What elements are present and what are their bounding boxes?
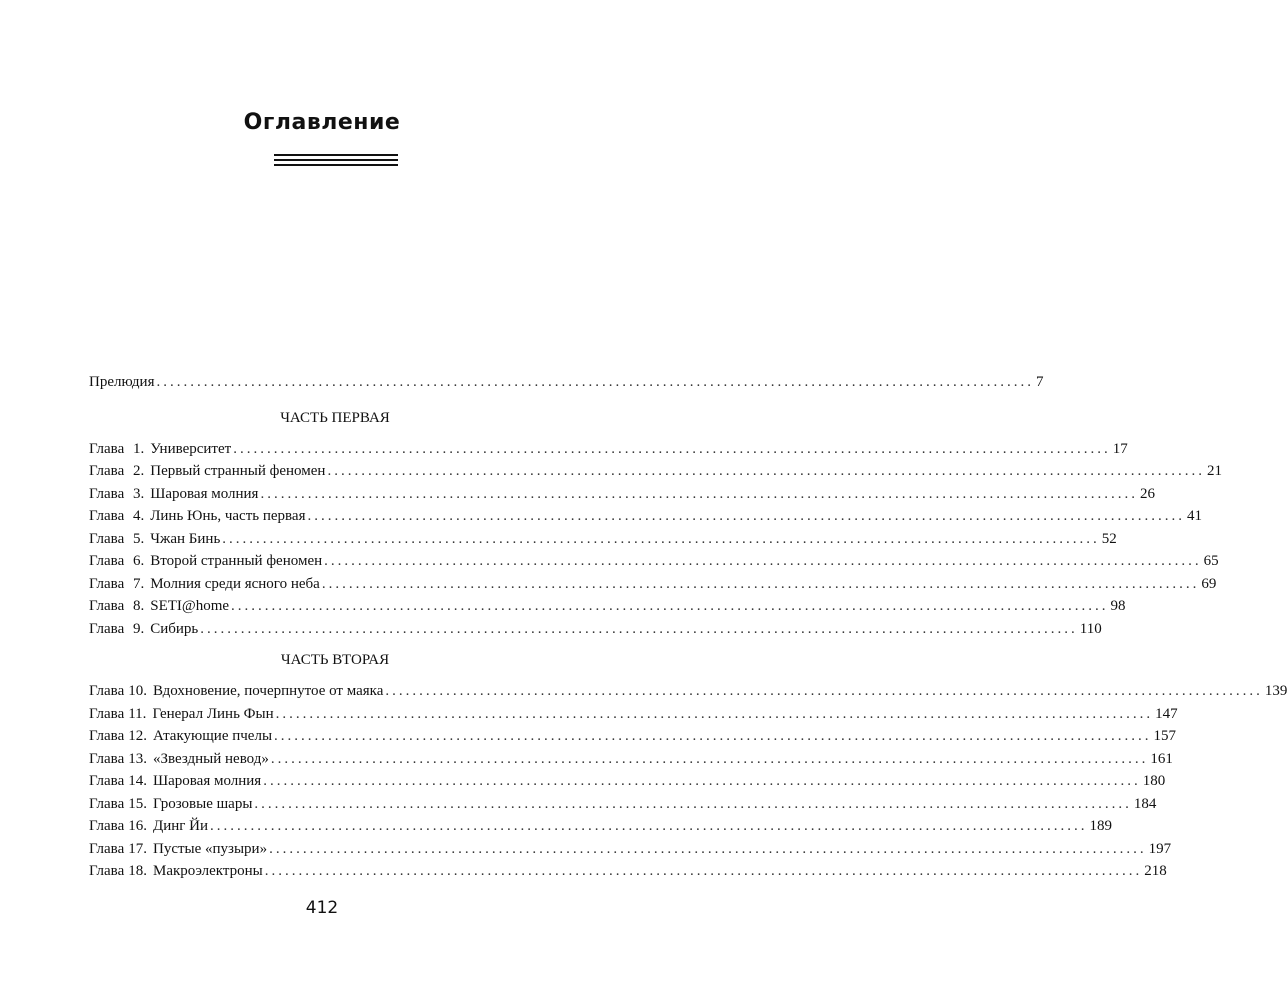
- chapter-word: Глава: [89, 553, 125, 569]
- chapter-title: Грозовые шары: [152, 795, 253, 812]
- dot-leader: ..................................................................................................................................: [324, 553, 1202, 569]
- chapter-number: 14.: [128, 773, 147, 789]
- dot-leader: ..................................................................................................................................: [274, 728, 1152, 744]
- chapter-title: Второй странный феномен: [150, 553, 323, 569]
- chapter-title: Макроэлектроны: [152, 863, 263, 879]
- dot-leader: ..................................................................................................................................: [263, 773, 1141, 789]
- page-title: Оглавление: [243, 110, 401, 135]
- dot-leader: ..................................................................................................................................: [210, 818, 1088, 834]
- chapter-word: Глава: [89, 598, 125, 614]
- chapter-word: Глава: [89, 440, 125, 457]
- toc-entry[interactable]: [89, 680, 1287, 703]
- chapter-word: Глава: [89, 818, 125, 834]
- chapter-word: Глава: [89, 620, 125, 637]
- chapter-number: 17.: [128, 840, 147, 857]
- chapter-title: Шаровая молния: [152, 773, 262, 789]
- chapter-number: 3.: [132, 485, 145, 502]
- chapter-page: 161: [1150, 750, 1173, 767]
- dot-leader: ..................................................................................................................................: [260, 485, 1138, 502]
- chapter-word: Глава: [89, 683, 125, 699]
- chapter-title: Сибирь: [150, 620, 199, 637]
- dot-leader: ..................................................................................................................................: [270, 750, 1149, 767]
- chapter-number: 9.: [132, 620, 145, 637]
- part-heading: ЧАСТЬ ВТОРАЯ: [280, 652, 390, 668]
- chapter-word: Глава: [89, 795, 125, 812]
- dot-leader: ..................................................................................................................................: [275, 705, 1154, 722]
- chapter-number: 5.: [132, 530, 145, 547]
- chapter-number: 12.: [128, 728, 147, 744]
- table-of-contents: [89, 371, 1287, 883]
- dot-leader: ..................................................................................................................................: [321, 575, 1200, 592]
- chapter-number: 1.: [132, 440, 145, 457]
- chapter-word: Глава: [89, 840, 125, 857]
- chapter-page: 147: [1155, 705, 1178, 722]
- toc-entry[interactable]: [89, 703, 1178, 726]
- chapter-word: Глава: [89, 773, 125, 789]
- toc-entry[interactable]: [89, 505, 1202, 528]
- chapter-title: Атакующие пчелы: [152, 728, 273, 744]
- chapter-page: 98: [1110, 598, 1126, 614]
- chapter-title: Вдохновение, почерпнутое от маяка: [152, 683, 384, 699]
- chapter-number: 6.: [132, 553, 145, 569]
- chapter-number: 4.: [132, 508, 145, 524]
- chapter-number: 7.: [132, 575, 145, 592]
- chapter-page: 17: [1112, 440, 1128, 457]
- toc-entry[interactable]: [89, 595, 1126, 618]
- chapter-page: 189: [1089, 818, 1113, 834]
- toc-entry[interactable]: [89, 483, 1155, 506]
- page-number: 412: [305, 898, 339, 918]
- chapter-page: 69: [1201, 575, 1217, 592]
- toc-entry[interactable]: [89, 460, 1222, 483]
- toc-entry[interactable]: [89, 748, 1173, 771]
- toc-entry[interactable]: [89, 838, 1172, 861]
- title-rule-line: [274, 154, 398, 156]
- chapter-page: 26: [1139, 485, 1155, 502]
- toc-entry-prelude[interactable]: [89, 371, 1044, 394]
- chapter-page: 110: [1079, 620, 1102, 637]
- dot-leader: ..................................................................................................................................: [200, 620, 1078, 637]
- chapter-page: 184: [1133, 795, 1157, 812]
- toc-entry[interactable]: [89, 528, 1117, 551]
- chapter-page: 157: [1153, 728, 1177, 744]
- toc-entry[interactable]: [89, 770, 1166, 793]
- chapter-number: 2.: [132, 463, 145, 479]
- chapter-word: Глава: [89, 485, 125, 502]
- chapter-number: 16.: [128, 818, 147, 834]
- chapter-word: Глава: [89, 863, 125, 879]
- dot-leader: ..................................................................................................................................: [385, 683, 1263, 699]
- chapter-page: 180: [1142, 773, 1166, 789]
- dot-leader: ..................................................................................................................................: [327, 463, 1205, 479]
- chapter-number: 15.: [128, 795, 147, 812]
- chapter-number: 18.: [128, 863, 147, 879]
- title-rule-line: [274, 164, 398, 166]
- toc-entry[interactable]: [89, 725, 1177, 748]
- dot-leader: ..................................................................................................................................: [231, 598, 1109, 614]
- toc-entry[interactable]: [89, 815, 1113, 838]
- chapter-page: 52: [1101, 530, 1117, 547]
- toc-entry[interactable]: [89, 438, 1128, 461]
- toc-entry[interactable]: [89, 550, 1219, 573]
- dot-leader: ..................................................................................................................................: [233, 440, 1111, 457]
- chapter-word: Глава: [89, 575, 125, 592]
- chapter-page: 197: [1148, 840, 1172, 857]
- toc-entry-page: 7: [1035, 374, 1044, 390]
- chapter-number: 8.: [132, 598, 145, 614]
- toc-entry[interactable]: [89, 573, 1217, 596]
- dot-leader: ..................................................................................................................................: [264, 863, 1143, 879]
- chapter-title: Пустые «пузыри»: [152, 840, 268, 857]
- chapter-word: Глава: [89, 508, 125, 524]
- toc-entry[interactable]: [89, 618, 1102, 641]
- chapter-page: 65: [1203, 553, 1219, 569]
- chapter-title: Первый странный феномен: [150, 463, 326, 479]
- chapter-title: Университет: [150, 440, 232, 457]
- chapter-title: Шаровая молния: [150, 485, 259, 502]
- toc-entry[interactable]: [89, 793, 1157, 816]
- chapter-title: SETI@home: [150, 598, 230, 614]
- dot-leader: ..................................................................................................................................: [222, 530, 1100, 547]
- part-heading: ЧАСТЬ ПЕРВАЯ: [280, 409, 390, 426]
- chapter-title: Линь Юнь, часть первая: [150, 508, 306, 524]
- chapter-word: Глава: [89, 705, 125, 722]
- chapter-word: Глава: [89, 530, 125, 547]
- title-rule-line: [274, 159, 398, 161]
- toc-entry[interactable]: [89, 860, 1167, 883]
- chapter-word: Глава: [89, 728, 125, 744]
- chapter-title: Генерал Линь Фын: [152, 705, 274, 722]
- chapter-title: Чжан Бинь: [150, 530, 221, 547]
- chapter-page: 21: [1206, 463, 1222, 479]
- chapter-page: 139: [1264, 683, 1287, 699]
- dot-leader: ..................................................................................................................................: [307, 508, 1185, 524]
- chapter-page: 41: [1186, 508, 1202, 524]
- chapter-word: Глава: [89, 750, 125, 767]
- chapter-page: 218: [1144, 863, 1167, 879]
- dot-leader: ..................................................................................................................................: [269, 840, 1147, 857]
- chapter-title: Динг Йи: [152, 818, 209, 834]
- chapter-title: Молния среди ясного неба: [150, 575, 320, 592]
- chapter-number: 13.: [128, 750, 147, 767]
- chapter-number: 11.: [128, 705, 147, 722]
- dot-leader: ..................................................................................................................................: [156, 374, 1034, 390]
- chapter-number: 10.: [128, 683, 147, 699]
- chapter-word: Глава: [89, 463, 125, 479]
- dot-leader: ..................................................................................................................................: [254, 795, 1132, 812]
- toc-entry-title: Прелюдия: [89, 374, 155, 390]
- chapter-title: «Звездный невод»: [152, 750, 269, 767]
